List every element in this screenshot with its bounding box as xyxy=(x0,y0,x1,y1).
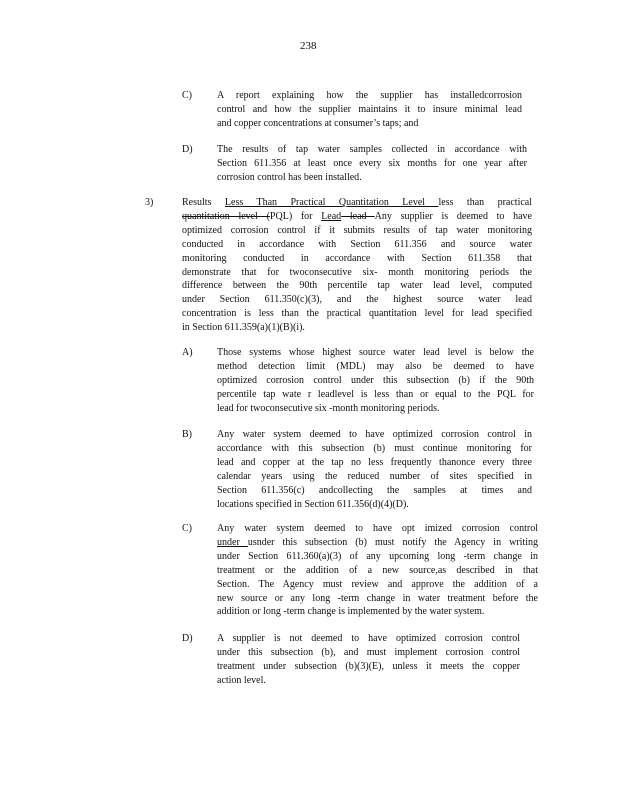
text-run: less than practical xyxy=(438,197,533,208)
inserted-text: under xyxy=(217,536,248,548)
item-label-d1: D) xyxy=(182,144,193,155)
item-d1-line: corrosion control has been installed. xyxy=(217,171,362,183)
item-d1-line: The results of tap water samples collected in accordance with xyxy=(217,144,527,155)
item-d2-line: action level. xyxy=(217,674,266,686)
item-3-line: concentration is less than the practical quantitation level for lead specified xyxy=(182,308,532,320)
item-a-line: Those systems whose highest source water lead level is below the xyxy=(217,347,534,358)
text-run: Any supplier is deemed to have xyxy=(374,210,532,222)
item-c2-line xyxy=(217,536,538,550)
item-label-c1: C) xyxy=(182,90,192,101)
item-b-line: Section 611.356(c) andcollecting the samples at times and xyxy=(217,484,532,496)
item-3-paragraph xyxy=(182,196,532,335)
item-c2-line: addition or long -term change is implemented by the water system. xyxy=(217,606,485,618)
item-c2-paragraph xyxy=(217,522,538,619)
deleted-text: quantitation level ( xyxy=(182,210,270,222)
item-b-line: Any water system deemed to have optimized corrosion control in xyxy=(217,429,532,440)
item-a-line: method detection limit (MDL) may also be deemed to have xyxy=(217,360,534,372)
item-d2-line: A supplier is not deemed to have optimized corrosion control xyxy=(217,633,520,644)
item-b-line: lead and copper at the tap no less frequently thanonce every three xyxy=(217,456,532,468)
item-a-line: optimized corrosion control under this subsection (b) if the 90th xyxy=(217,374,534,386)
item-d2-line: under this subsection (b), and must implement corrosion control xyxy=(217,646,520,658)
item-d1-paragraph xyxy=(217,143,527,185)
item-c1-line: and copper concentrations at consumer’s taps; and xyxy=(217,117,419,129)
item-label-c2: C) xyxy=(182,523,192,534)
item-c2-line: Any water system deemed to have opt imized corrosion control xyxy=(217,523,538,534)
text-run: Results xyxy=(182,197,225,208)
item-3-line: demonstrate that for twoconsecutive six- month monitoring periods the xyxy=(182,266,532,278)
item-3-line: conducted in accordance with Section 611.356 and source water xyxy=(182,238,532,250)
item-3-line: under Section 611.350(c)(3), and the highest source water lead xyxy=(182,294,532,306)
item-c2-line: under Section 611.360(a)(3) of any upcoming long -term change in xyxy=(217,550,538,562)
item-b-line: accordance with this subsection (b) must continue monitoring for xyxy=(217,442,532,454)
item-label-d2: D) xyxy=(182,633,193,644)
item-label-b: B) xyxy=(182,429,192,440)
item-3-line: optimized corrosion control if it submits results of tap water monitoring xyxy=(182,224,532,236)
item-c2-line: new source or any long -term change in water treatment before the xyxy=(217,592,538,604)
deleted-text: lead xyxy=(341,210,375,222)
item-c2-line: Section. The Agency must review and approve the addition of a xyxy=(217,578,538,590)
text-run: usnder this subsection (b) must notify the Agency in writing xyxy=(247,536,538,548)
item-d2-line: treatment under subsection (b)(3)(E), unless it meets the copper xyxy=(217,660,520,672)
item-label-3: 3) xyxy=(145,197,154,208)
item-3-line: difference between the 90th percentile tap water lead level, computed xyxy=(182,280,532,292)
item-3-line xyxy=(182,210,532,224)
item-3-line xyxy=(182,196,532,210)
item-d2-paragraph xyxy=(217,632,520,688)
item-3-line: monitoring conducted in accordance with Section 611.358 that xyxy=(182,252,532,264)
item-b-line: calendar years using the reduced number of sites specified in xyxy=(217,470,532,482)
item-c2-line: treatment or the addition of a new source,as described in that xyxy=(217,564,538,576)
page-number: 238 xyxy=(300,40,317,52)
item-a-line: lead for twoconsecutive six -month monitoring periods. xyxy=(217,402,440,414)
inserted-text: Less Than Practical Quantitation Level xyxy=(224,197,439,208)
item-c1-line: A report explaining how the supplier has installedcorrosion xyxy=(217,90,522,101)
item-a-paragraph xyxy=(217,346,534,416)
item-d1-line: Section 611.356 at least once every six months for one year after xyxy=(217,157,527,169)
item-a-line: percentile tap wate r leadlevel is less than or equal to the PQL for xyxy=(217,388,534,400)
item-b-line: locations specified in Section 611.356(d)(4)(D). xyxy=(217,498,409,510)
item-c1-paragraph xyxy=(217,89,522,131)
item-c1-line: control and how the supplier maintains it to insure minimal lead xyxy=(217,103,522,115)
item-label-a: A) xyxy=(182,347,193,358)
item-3-line: in Section 611.359(a)(1)(B)(i). xyxy=(182,322,305,334)
inserted-text: Lead xyxy=(321,210,342,222)
text-run: PQL) for xyxy=(269,210,322,222)
item-b-paragraph xyxy=(217,428,532,511)
